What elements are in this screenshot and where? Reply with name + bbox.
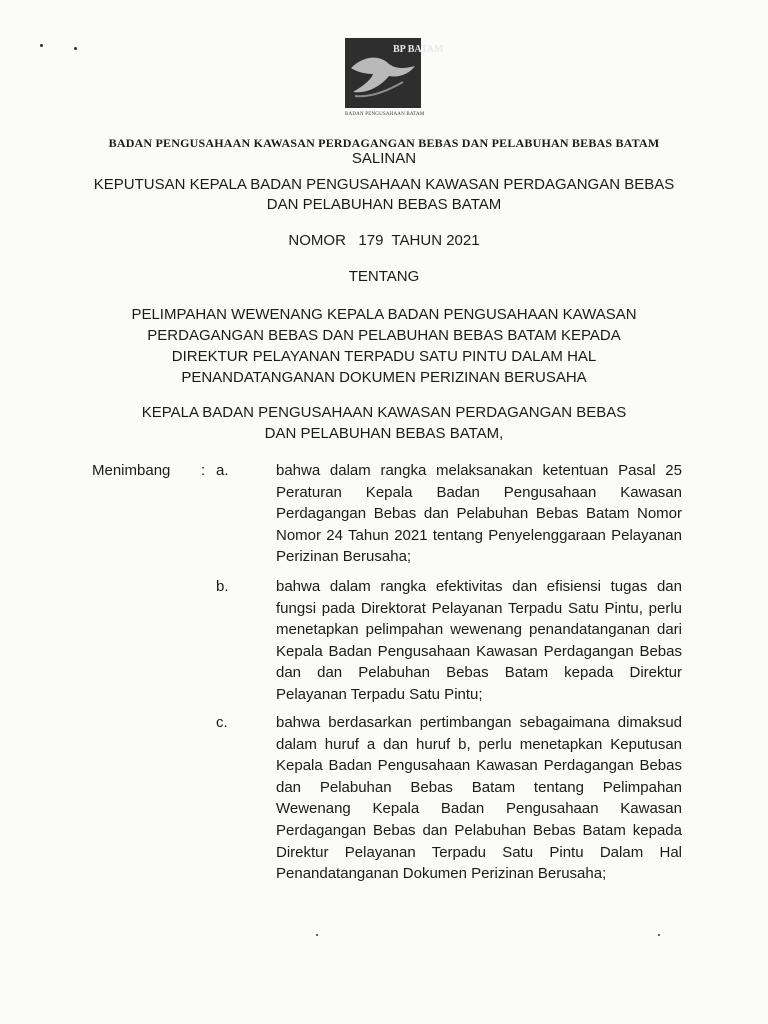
subject-line-4: PENANDATANGANAN DOKUMEN PERIZINAN BERUSAHA — [181, 369, 587, 386]
subject-line-2: PERDAGANGAN BEBAS DAN PELABUHAN BEBAS BATAM KEPADA — [147, 327, 621, 344]
considering-colon: : — [201, 462, 206, 479]
scan-speck — [658, 934, 660, 936]
authority-line-1: KEPALA BADAN PENGUSAHAAN KAWASAN PERDAGANGAN BEBAS — [141, 404, 627, 421]
agency-name: BADAN PENGUSAHAAN KAWASAN PERDAGANGAN BEBAS DAN PELABUHAN BEBAS BATAM — [108, 136, 660, 150]
considering-item-c: bahwa berdasarkan pertimbangan sebagaimana dimaksud dalam huruf a dan huruf b, perlu menetapkan Keputusan Kepala Badan Pengusahaan Kawasan Perdagangan Bebas dan Pelabuhan Bebas Batam tentang Pelimpahan Wewenang Kepala Badan Pengusahaan Kawasan Perdagangan Bebas dan Pelabuhan Bebas Batam kepada Direktur Pelayanan Terpadu Satu Pintu Dalam Hal Penandatanganan Dokumen Perizinan Berusaha; — [276, 714, 682, 883]
logo-subtext: BADAN PENGUSAHAAN BATAM — [345, 112, 425, 117]
scan-speck — [74, 47, 77, 50]
eagle-emblem — [351, 58, 415, 93]
considering-item-a: bahwa dalam rangka melaksanakan ketentuan Pasal 25 Peraturan Kepala Badan Pengusahaan Kawasan Perdagangan Bebas dan Pelabuhan Bebas Batam Nomor Nomor 24 Tahun 2021 tentang Penyelenggaraan Pelayanan Perizinan Berusaha; — [276, 462, 682, 566]
considering-item-b: bahwa dalam rangka efektivitas dan efisiensi tugas dan fungsi pada Direktorat Pelayanan Terpadu Satu Pintu, perlu menetapkan pelimpahan wewenang penandatanganan dari Kepala Badan Pengusahaan Kawasan Perdagangan Bebas dan dan Pelabuhan Bebas Batam kepada Direktur Pelayanan Terpadu Satu Pintu; — [276, 578, 682, 703]
scan-speck — [316, 934, 318, 936]
subject-line-3: DIREKTUR PELAYANAN TERPADU SATU PINTU DALAM HAL — [171, 348, 597, 365]
authority-line-2: DAN PELABUHAN BEBAS BATAM, — [264, 425, 504, 442]
decree-number: NOMOR 179 TAHUN 2021 — [288, 232, 480, 249]
bp-batam-logo — [345, 38, 444, 108]
decision-title-line-1: KEPUTUSAN KEPALA BADAN PENGUSAHAAN KAWASAN PERDAGANGAN BEBAS — [93, 176, 675, 193]
copy-mark: SALINAN — [351, 150, 417, 167]
considering-label: Menimbang — [92, 462, 171, 479]
scan-speck — [40, 44, 43, 47]
item-marker-a: a. — [216, 462, 229, 479]
item-marker-b: b. — [216, 578, 229, 595]
logo-text: BP BATAM — [393, 44, 444, 55]
subject-line-1: PELIMPAHAN WEWENANG KEPALA BADAN PENGUSAHAAN KAWASAN — [131, 306, 637, 323]
decision-title-line-2: DAN PELABUHAN BEBAS BATAM — [266, 196, 502, 213]
item-marker-c: c. — [216, 714, 228, 731]
about-label: TENTANG — [348, 268, 420, 285]
